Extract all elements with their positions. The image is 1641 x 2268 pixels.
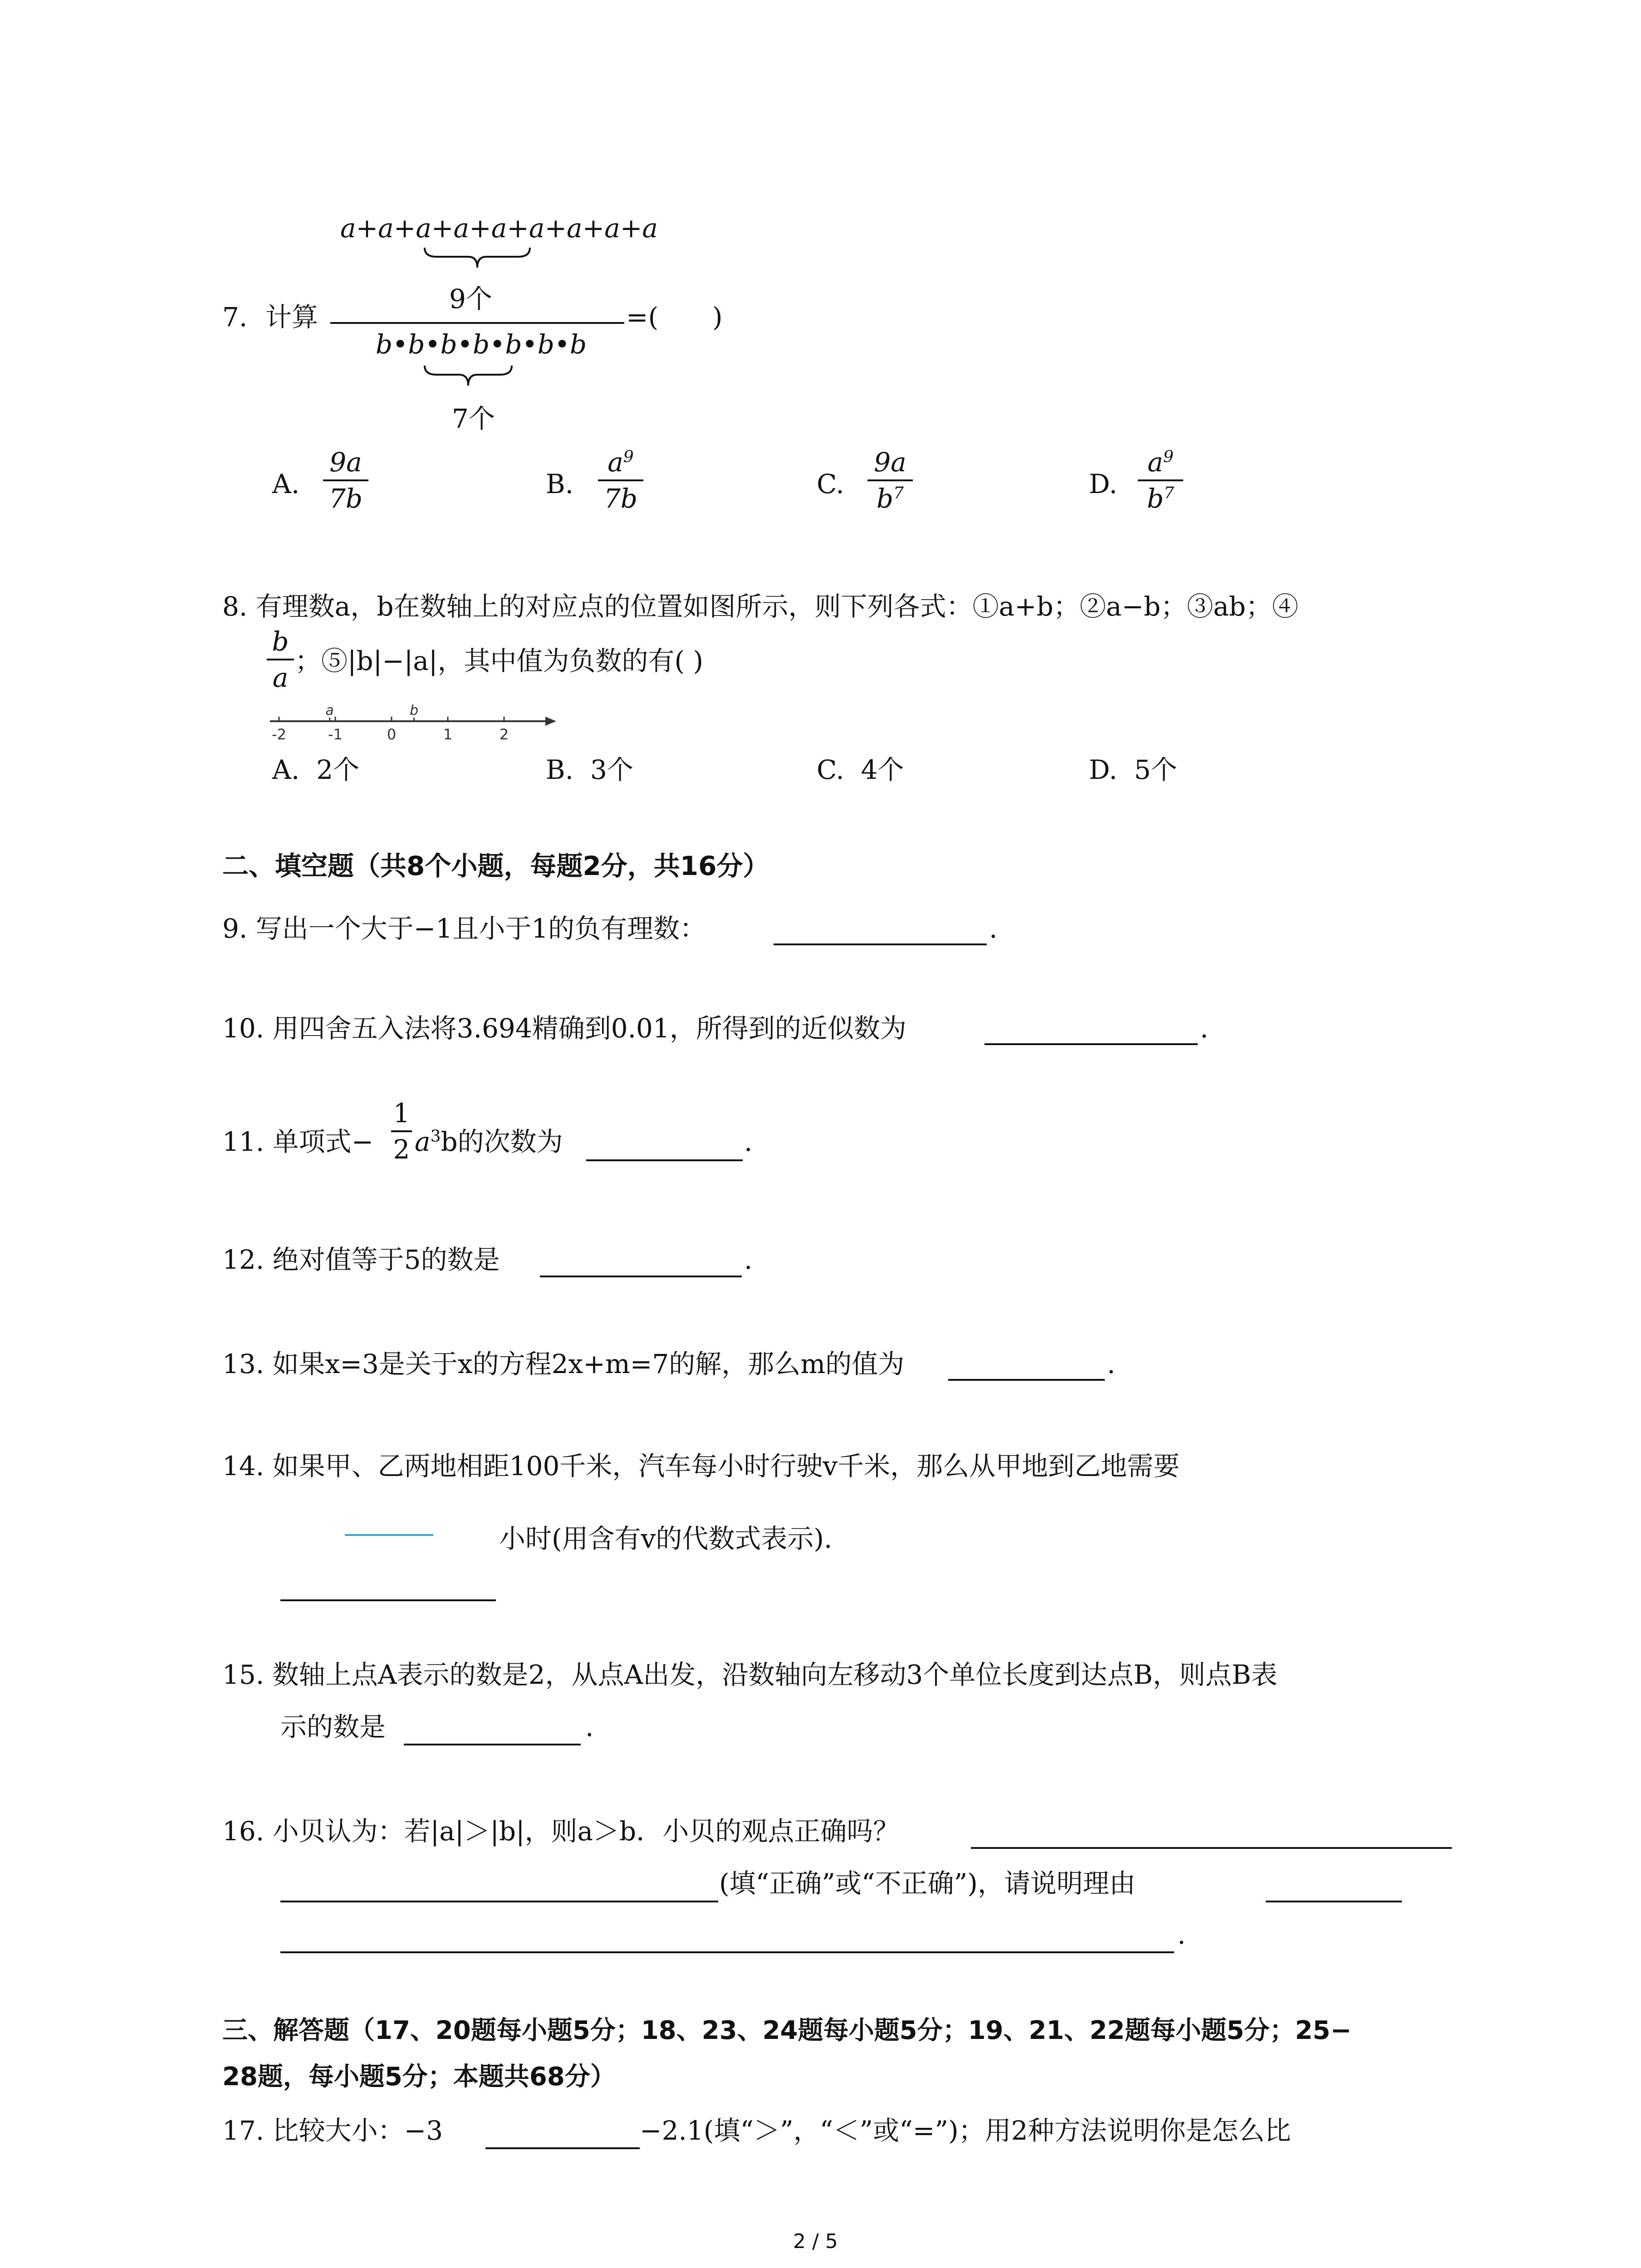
number-line-tick-label: -1: [328, 726, 343, 743]
q8-fraction-b-over-a: b a: [267, 626, 294, 693]
q8-option-a: A. 2个: [272, 754, 360, 785]
number-line-point-label-b: b: [410, 703, 419, 719]
number-line-tick-label: 1: [443, 726, 453, 743]
q12-text: 12. 绝对值等于5的数是: [222, 1244, 500, 1275]
q7-option-c-label: C.: [817, 469, 844, 499]
q11-period: .: [744, 1126, 753, 1157]
q8-option-b: B. 3个: [546, 754, 633, 785]
q15-period: .: [585, 1711, 594, 1742]
q12-period: .: [744, 1244, 753, 1275]
q7-option-d-fraction: $a^9$ $b^7$: [1138, 447, 1183, 514]
section-2-heading: 二、填空题（共8个小题，每题2分，共16分）: [222, 850, 769, 881]
q7-option-c-fraction: 9a $b^7$: [867, 447, 913, 514]
q11-fraction: 1 2: [391, 1098, 412, 1165]
q7-denominator-count: 7个: [452, 403, 495, 434]
number-line-tick-label: 0: [387, 726, 397, 743]
number-line-tick-label: 2: [499, 726, 509, 743]
q15-line-2: 示的数是: [280, 1711, 386, 1742]
q7-option-b-fraction: $a^9$ 7b: [598, 447, 643, 514]
q7-equals: =(: [626, 302, 659, 332]
q16-line-1: 16. 小贝认为：若|a|＞|b|，则a＞b．小贝的观点正确吗？: [222, 1816, 900, 1847]
q7-close-paren: ): [712, 302, 723, 332]
q16-reason-blank-1[interactable]: [1266, 1901, 1402, 1902]
q8-line-2: ；⑤|b|−|a|，其中值为负数的有( ): [295, 645, 704, 676]
q15-answer-blank[interactable]: [404, 1744, 581, 1745]
q8-number-line: [268, 703, 558, 755]
q9-answer-blank[interactable]: [774, 943, 987, 945]
q13-period: .: [1107, 1349, 1116, 1379]
q10-period: .: [1200, 1013, 1209, 1044]
q14-line-1: 14. 如果甲、乙两地相距100千米，汽车每小时行驶v千米，那么从甲地到乙地需要: [222, 1451, 1180, 1481]
q14-accent-line: [345, 1534, 433, 1536]
q13-answer-blank[interactable]: [948, 1379, 1105, 1381]
q7-fraction-bar: [330, 322, 624, 324]
q10-text: 10. 用四舍五入法将3.694精确到0.01，所得到的近似数为: [222, 1013, 906, 1044]
q7-numerator-brace: [423, 245, 532, 272]
section-3-heading-line-2: 28题，每小题5分；本题共68分）: [222, 2062, 616, 2092]
q8-line-1: 8. 有理数a，b在数轴上的对应点的位置如图所示，则下列各式：①a+b；②a−b；③ab；④: [222, 591, 1298, 622]
q7-option-d-label: D.: [1089, 469, 1117, 499]
q16-line-2: (填“正确”或“不正确”)，请说明理由: [719, 1868, 1136, 1899]
q7-label: 计算: [265, 302, 318, 332]
q14-answer-blank[interactable]: [280, 1599, 496, 1601]
q13-text: 13. 如果x=3是关于x的方程2x+m=7的解，那么m的值为: [222, 1349, 905, 1379]
q10-answer-blank[interactable]: [985, 1043, 1198, 1045]
q7-denominator-terms: b•b•b•b•b•b•b: [376, 329, 587, 360]
q7-number: 7.: [222, 302, 248, 332]
q12-answer-blank[interactable]: [540, 1276, 742, 1277]
section-3-heading-line-1: 三、解答题（17、20题每小题5分；18、23、24题每小题5分；19、21、22题每小题5分；25−: [222, 2016, 1352, 2045]
q8-option-d: D. 5个: [1089, 754, 1177, 785]
q7-numerator-count: 9个: [449, 284, 492, 314]
q11-prefix: 11. 单项式−: [222, 1126, 374, 1157]
q15-line-1: 15. 数轴上点A表示的数是2，从点A出发，沿数轴向左移动3个单位长度到达点B，则点B表: [222, 1659, 1278, 1690]
q9-text: 9. 写出一个大于−1且小于1的负有理数：: [222, 913, 706, 944]
number-line-point-label-a: a: [325, 703, 334, 719]
number-line-arrow: [545, 717, 556, 726]
q7-option-a-fraction: 9a 7b: [323, 447, 368, 514]
q11-answer-blank[interactable]: [586, 1159, 743, 1161]
q16-answer-blank-2[interactable]: [280, 1901, 718, 1902]
q17-suffix: −2.1(填“＞”，“＜”或“=”)；用2种方法说明你是怎么比: [640, 2115, 1291, 2146]
page-number: 2 / 5: [793, 2230, 838, 2253]
q8-option-c: C. 4个: [817, 754, 904, 785]
q11-monomial: $a^3b$的次数为: [415, 1126, 563, 1157]
q16-answer-blank-1[interactable]: [971, 1847, 1452, 1849]
q9-period: .: [989, 913, 998, 944]
q14-line-2: 小时(用含有v的代数式表示).: [499, 1523, 833, 1554]
q7-option-b-label: B.: [546, 469, 574, 499]
number-line-tick-label: -2: [272, 726, 286, 743]
q7-numerator-terms: a+a+a+a+a+a+a+a+a: [340, 213, 658, 244]
q16-period: .: [1177, 1919, 1186, 1950]
q17-answer-blank[interactable]: [485, 2147, 640, 2149]
q7-option-a-label: A.: [272, 469, 300, 499]
q16-reason-blank-2[interactable]: [280, 1951, 1174, 1953]
q17-prefix: 17. 比较大小：−3: [222, 2115, 443, 2146]
q7-denominator-brace: [423, 363, 514, 390]
